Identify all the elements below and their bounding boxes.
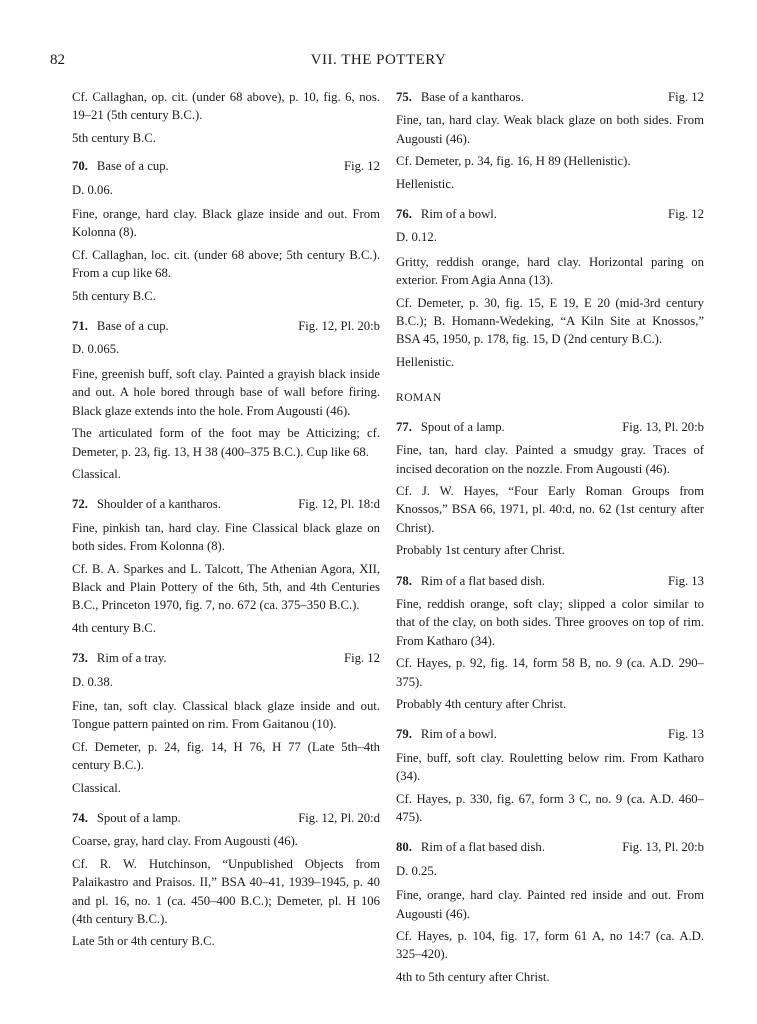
- entry-date: Probably 4th century after Christ.: [396, 696, 567, 711]
- entry-date: Hellenistic.: [396, 176, 455, 191]
- entry-date: Classical.: [72, 466, 121, 481]
- entry-comparanda: The articulated form of the foot may be Atticizing; cf. Demeter, p. 23, fig. 13, H 38 (400–375 B.C.). Cup like 68.: [72, 426, 380, 459]
- entry-heading: [396, 205, 704, 223]
- entry-title: Rim of a flat based dish.: [420, 840, 545, 855]
- right-column: [396, 88, 704, 998]
- intro-citation: Cf. Callaghan, op. cit. (under 68 above), p. 10, fig. 6, nos. 19–21 (5th century B.C.).: [72, 90, 380, 123]
- intro-date: 5th century B.C.: [72, 130, 156, 145]
- catalogue-entry: [396, 838, 704, 986]
- entry-number: 72.: [72, 497, 88, 512]
- entry-dimension: D. 0.38.: [72, 674, 113, 689]
- entry-title: Base of a cup.: [96, 319, 169, 334]
- catalogue-entry: [72, 649, 380, 797]
- entry-title: Spout of a lamp.: [420, 419, 505, 434]
- catalogue-entry: [396, 725, 704, 826]
- entry-date: Classical.: [72, 780, 121, 795]
- entry-number: 77.: [396, 419, 412, 434]
- entry-heading: [396, 418, 704, 436]
- entry-description: Fine, pinkish tan, hard clay. Fine Classical black glaze on both sides. From Kolonna (8).: [72, 520, 380, 554]
- figure-reference: Fig. 13: [668, 573, 704, 588]
- entry-comparanda: Cf. Demeter, p. 34, fig. 16, H 89 (Hellenistic).: [396, 154, 631, 169]
- section-heading-roman: ROMAN: [396, 392, 442, 405]
- intro-block: [72, 88, 380, 147]
- entry-description: Fine, greenish buff, soft clay. Painted a grayish black inside and out. A hole bored through base of wall before firing. Black glaze extends into the hole. From Augousti (46).: [72, 366, 380, 418]
- entry-comparanda: Cf. R. W. Hutchinson, “Unpublished Objects from Palaikastro and Praisos. II,” BSA 40–41, 1939–1945, p. 40 and pl. 16, no. 1 (ca. 450–400 B.C.); Demeter, pl. H 106 (4th century B.C.).: [72, 856, 380, 927]
- entry-comparanda: Cf. Demeter, p. 30, fig. 15, E 19, E 20 (mid-3rd century B.C.); B. Homann-Wedeking, “A Kiln Site at Knossos,” BSA 45, 1950, p. 178, fig. 15, D (2nd century B.C.).: [396, 295, 704, 347]
- entry-heading: [396, 88, 704, 106]
- entry-dimension: D. 0.12.: [396, 230, 437, 245]
- page-number: 82: [50, 52, 65, 68]
- entry-heading: [72, 809, 380, 827]
- entry-heading: [396, 838, 704, 856]
- entry-number: 74.: [72, 811, 88, 825]
- entry-date: Probably 1st century after Christ.: [396, 543, 565, 558]
- entry-title: Rim of a tray.: [96, 651, 167, 666]
- entry-title: Base of a cup.: [96, 159, 169, 174]
- entry-comparanda: Cf. Callaghan, loc. cit. (under 68 above; 5th century B.C.). From a cup like 68.: [72, 247, 380, 281]
- entry-heading: [72, 317, 380, 335]
- catalogue-entry: [396, 205, 704, 371]
- entry-number: 76.: [396, 207, 412, 222]
- entry-heading: [396, 572, 704, 590]
- entry-heading: [72, 495, 380, 513]
- entry-comparanda: Cf. J. W. Hayes, “Four Early Roman Groups from Knossos,” BSA 66, 1971, pl. 40:d, no. 62 (1st century after Christ).: [396, 483, 704, 535]
- entry-comparanda: Cf. Hayes, p. 92, fig. 14, form 58 B, no. 9 (ca. A.D. 290–375).: [396, 656, 704, 689]
- entry-dimension: D. 0.06.: [72, 182, 113, 197]
- entry-description: Fine, tan, hard clay. Weak black glaze on both sides. From Augousti (46).: [396, 113, 704, 146]
- catalogue-entry: [72, 317, 380, 483]
- catalogue-entry: [396, 418, 704, 560]
- catalogue-entry: [72, 809, 380, 951]
- entry-date: 5th century B.C.: [72, 288, 156, 303]
- entry-description: Coarse, gray, hard clay. From Augousti (46).: [72, 834, 298, 849]
- running-head: VII. THE POTTERY: [310, 52, 447, 68]
- entry-date: 4th to 5th century after Christ.: [396, 969, 550, 984]
- catalogue-entry: [396, 88, 704, 193]
- figure-reference: Fig. 12, Pl. 20:b: [298, 319, 380, 334]
- entry-description: Fine, orange, hard clay. Black glaze inside and out. From Kolonna (8).: [72, 207, 380, 240]
- right-entries-roman: [396, 418, 704, 987]
- entry-heading: [72, 649, 380, 667]
- entry-title: Shoulder of a kantharos.: [96, 497, 221, 512]
- figure-reference: Fig. 12, Pl. 20:d: [298, 811, 380, 825]
- entry-title: Spout of a lamp.: [96, 811, 181, 825]
- entry-title: Rim of a bowl.: [420, 727, 497, 742]
- entry-description: Gritty, reddish orange, hard clay. Horizontal paring on exterior. From Agia Anna (13).: [396, 254, 704, 288]
- entry-number: 79.: [396, 727, 412, 742]
- entry-number: 71.: [72, 319, 88, 334]
- entry-description: Fine, reddish orange, soft clay; slipped a color similar to that of the clay, on both sides. Three grooves on top of rim. From Katharo (34).: [396, 596, 704, 648]
- catalogue-entry: [72, 157, 380, 305]
- entry-number: 78.: [396, 573, 412, 588]
- figure-reference: Fig. 12: [668, 207, 704, 222]
- figure-reference: Fig. 13, Pl. 20:b: [622, 840, 704, 855]
- left-entries: [72, 157, 380, 951]
- entry-number: 80.: [396, 840, 412, 855]
- entry-comparanda: Cf. Demeter, p. 24, fig. 14, H 76, H 77 (Late 5th–4th century B.C.).: [72, 739, 380, 773]
- entry-comparanda: Cf. Hayes, p. 330, fig. 67, form 3 C, no. 9 (ca. A.D. 460–475).: [396, 791, 704, 824]
- entry-dimension: D. 0.25.: [396, 863, 437, 878]
- entry-dimension: D. 0.065.: [72, 342, 120, 357]
- entry-description: Fine, buff, soft clay. Rouletting below rim. From Katharo (34).: [396, 750, 704, 784]
- catalogue-entry: [72, 495, 380, 637]
- entry-number: 73.: [72, 651, 88, 666]
- entry-number: 75.: [396, 90, 412, 104]
- entry-title: Rim of a flat based dish.: [420, 573, 545, 588]
- entry-number: 70.: [72, 159, 88, 174]
- entry-description: Fine, tan, hard clay. Painted a smudgy gray. Traces of incised decoration on the nozzle. From Augousti (46).: [396, 443, 704, 476]
- catalogue-entry: [396, 572, 704, 714]
- entry-comparanda: Cf. Hayes, p. 104, fig. 17, form 61 A, no 14:7 (ca. A.D. 325–420).: [396, 929, 704, 962]
- figure-reference: Fig. 13, Pl. 20:b: [622, 419, 704, 434]
- entry-title: Base of a kantharos.: [420, 90, 524, 104]
- figure-reference: Fig. 12: [344, 651, 380, 666]
- entry-date: 4th century B.C.: [72, 620, 156, 635]
- right-entries-hellenistic: [396, 88, 704, 371]
- figure-reference: Fig. 12, Pl. 18:d: [298, 497, 380, 512]
- entry-description: Fine, tan, soft clay. Classical black glaze inside and out. Tongue pattern painted on rim. From Gaitanou (10).: [72, 698, 380, 732]
- entry-comparanda: Cf. B. A. Sparkes and L. Talcott, The Athenian Agora, XII, Black and Plain Pottery of the 6th, 5th, and 4th Centuries B.C., Princeton 1970, fig. 7, no. 672 (ca. 375–350 B.C.).: [72, 561, 380, 613]
- entry-date: Hellenistic.: [396, 354, 455, 369]
- left-column: [72, 88, 380, 963]
- figure-reference: Fig. 12: [344, 159, 380, 174]
- entry-description: Fine, orange, hard clay. Painted red inside and out. From Augousti (46).: [396, 888, 704, 921]
- entry-heading: [72, 157, 380, 175]
- entry-date: Late 5th or 4th century B.C.: [72, 934, 215, 949]
- figure-reference: Fig. 13: [668, 727, 704, 742]
- figure-reference: Fig. 12: [668, 90, 704, 104]
- entry-heading: [396, 725, 704, 743]
- entry-title: Rim of a bowl.: [420, 207, 497, 222]
